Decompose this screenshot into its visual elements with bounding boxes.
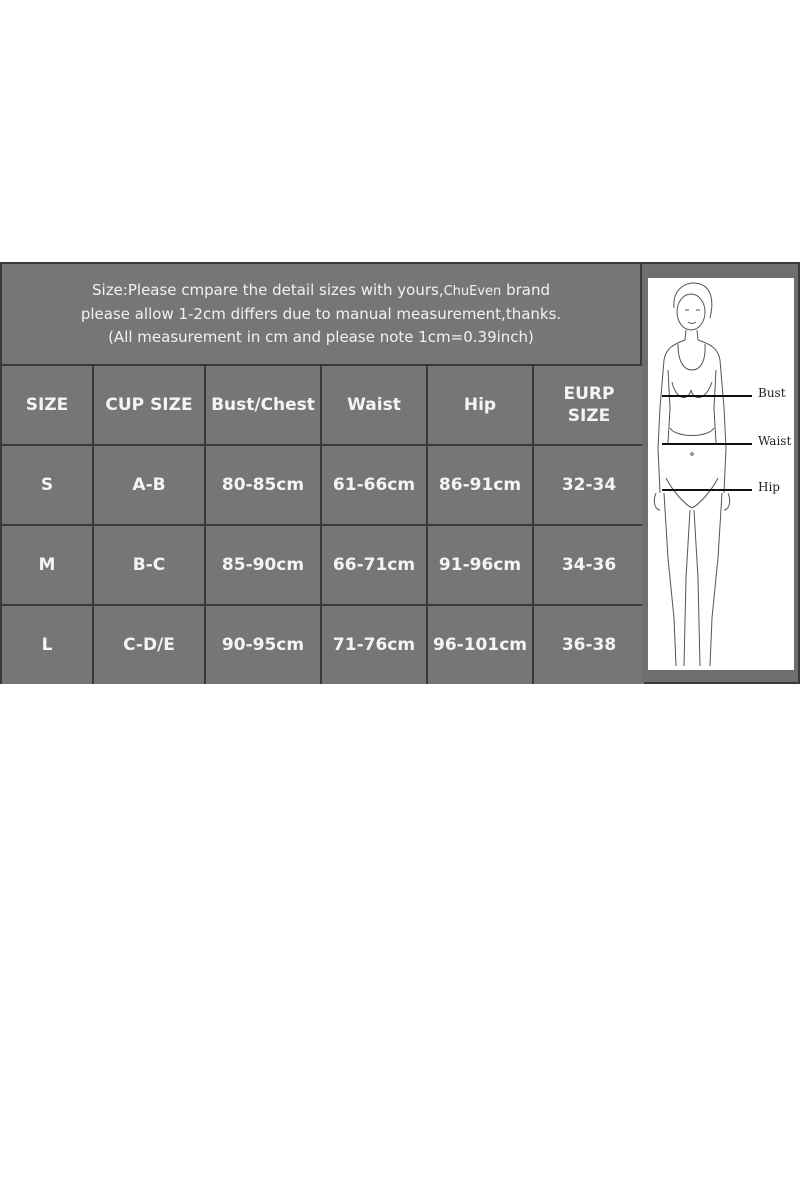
note-line-3: (All measurement in cm and please note 1cm=0.39inch) bbox=[108, 328, 534, 346]
table-cell: 32-34 bbox=[534, 446, 644, 524]
table-cell: 90-95cm bbox=[206, 606, 320, 684]
waist-label: Waist bbox=[758, 434, 792, 448]
table-cell: 91-96cm bbox=[428, 526, 532, 604]
bust-label: Bust bbox=[758, 386, 786, 400]
note-line-2: please allow 1-2cm differs due to manual measurement,thanks. bbox=[80, 305, 562, 323]
table-cell: 36-38 bbox=[534, 606, 644, 684]
table-cell: 71-76cm bbox=[322, 606, 426, 684]
note-line-1-suffix: brand bbox=[501, 281, 550, 299]
table-cell: C-D/E bbox=[94, 606, 204, 684]
table-cell: 86-91cm bbox=[428, 446, 532, 524]
header-waist: Waist bbox=[322, 366, 426, 444]
table-cell: 85-90cm bbox=[206, 526, 320, 604]
size-chart bbox=[0, 262, 800, 684]
table-cell: 96-101cm bbox=[428, 606, 532, 684]
size-table bbox=[2, 366, 640, 684]
table-cell: L bbox=[2, 606, 92, 684]
header-cup-size: CUP SIZE bbox=[94, 366, 204, 444]
table-cell: A-B bbox=[94, 446, 204, 524]
figure-panel bbox=[642, 264, 798, 682]
hip-label: Hip bbox=[758, 480, 780, 494]
table-cell: M bbox=[2, 526, 92, 604]
header-bust-chest: Bust/Chest bbox=[206, 366, 320, 444]
body-outline-icon bbox=[648, 278, 794, 670]
table-cell: 34-36 bbox=[534, 526, 644, 604]
note-line-1-prefix: Size:Please cmpare the detail sizes with yours, bbox=[92, 281, 444, 299]
table-cell: 66-71cm bbox=[322, 526, 426, 604]
table-cell: 80-85cm bbox=[206, 446, 320, 524]
brand-name: ChuEven bbox=[443, 284, 502, 299]
size-note bbox=[2, 264, 640, 364]
measurement-figure bbox=[648, 278, 794, 670]
table-cell: B-C bbox=[94, 526, 204, 604]
header-hip: Hip bbox=[428, 366, 532, 444]
table-cell: S bbox=[2, 446, 92, 524]
note-line-1 bbox=[92, 279, 550, 303]
header-size: SIZE bbox=[2, 366, 92, 444]
header-eurp-size: EURP SIZE bbox=[534, 366, 644, 444]
table-cell: 61-66cm bbox=[322, 446, 426, 524]
